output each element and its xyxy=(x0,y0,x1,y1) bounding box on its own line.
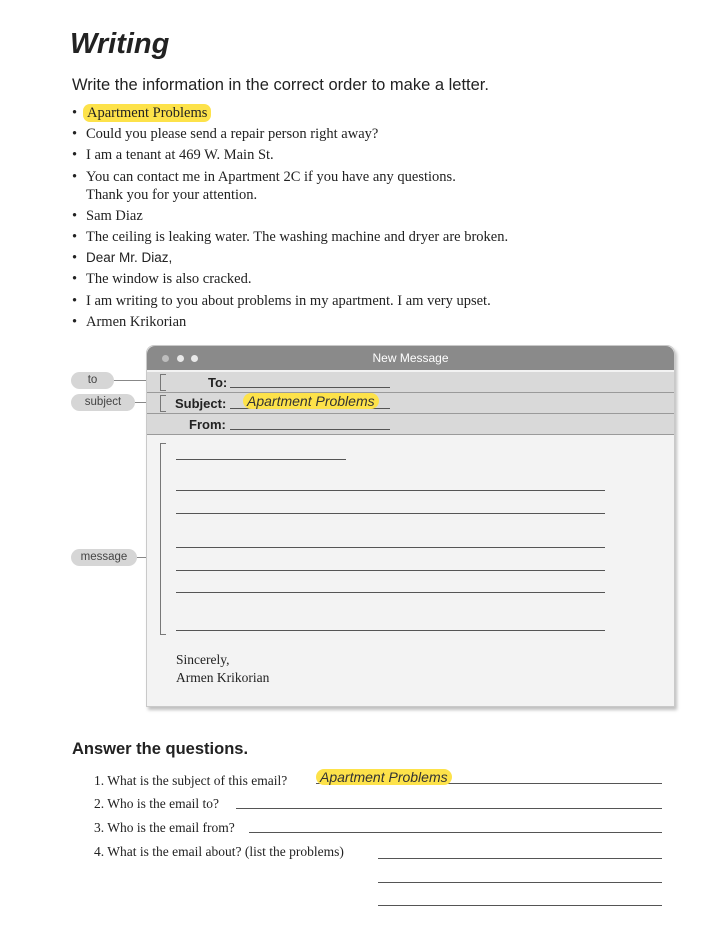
callout-to: to xyxy=(71,372,114,389)
answer-line-4[interactable] xyxy=(378,882,662,883)
question-1: 1. What is the subject of this email? xyxy=(94,773,288,788)
answer-line-2[interactable] xyxy=(236,808,662,809)
list-item-text: • I am writing to you about problems in my apartment. I am very upset. xyxy=(86,292,491,309)
question-3: 3. Who is the email from? xyxy=(94,820,235,835)
callout-message: message xyxy=(71,549,137,566)
list-item xyxy=(70,168,630,204)
list-item-text: Thank you for your attention. xyxy=(86,186,258,203)
list-item-text: • Dear Mr. Diaz, xyxy=(86,250,173,266)
list-item-text: • You can contact me in Apartment 2C if you have any questions. xyxy=(86,168,456,185)
answer-line-3[interactable] xyxy=(249,832,662,833)
list-item xyxy=(70,249,630,267)
list-item xyxy=(70,104,630,122)
message-line[interactable] xyxy=(176,570,605,571)
email-window-title: New Message xyxy=(372,351,449,365)
scrambled-letter-list xyxy=(70,104,630,334)
from-row xyxy=(147,414,674,435)
to-row xyxy=(147,372,674,393)
to-label: To: xyxy=(208,375,228,390)
answer-line-4[interactable] xyxy=(378,905,662,906)
list-item-text: • The ceiling is leaking water. The washing machine and dryer are broken. xyxy=(86,228,509,245)
callout-subject: subject xyxy=(71,394,135,411)
from-field[interactable] xyxy=(230,429,390,430)
instruction-text: Write the information in the correct order to make a letter. xyxy=(72,76,489,94)
list-item-text: • Armen Krikorian xyxy=(86,313,187,330)
questions-title: Answer the questions. xyxy=(72,740,249,758)
list-item xyxy=(70,270,630,288)
subject-value: Apartment Problems xyxy=(243,393,379,409)
list-item xyxy=(70,228,630,246)
list-item-text: • The window is also cracked. xyxy=(86,271,252,288)
question-4: 4. What is the email about? (list the problems) xyxy=(94,844,344,859)
answer-1-value: Apartment Problems xyxy=(316,769,452,785)
message-line[interactable] xyxy=(176,459,346,460)
signature-text: Armen Krikorian xyxy=(176,670,270,685)
to-bracket xyxy=(160,374,166,391)
list-item-text: • Sam Diaz xyxy=(86,207,143,224)
email-window xyxy=(146,345,675,707)
list-item-text: • Could you please send a repair person right away? xyxy=(86,126,379,143)
page-title: Writing xyxy=(70,28,170,60)
message-line[interactable] xyxy=(176,490,605,491)
email-closing xyxy=(176,651,269,687)
highlighted-item-text: Apartment Problems xyxy=(83,104,211,122)
message-line[interactable] xyxy=(176,630,605,631)
subject-bracket xyxy=(160,395,166,412)
message-bracket xyxy=(160,443,166,635)
list-item xyxy=(70,313,630,331)
message-line[interactable] xyxy=(176,547,605,548)
from-label: From: xyxy=(189,417,226,432)
list-item xyxy=(70,125,630,143)
subject-label: Subject: xyxy=(175,396,227,411)
email-titlebar xyxy=(147,346,674,370)
list-item-text: • I am a tenant at 469 W. Main St. xyxy=(86,147,274,164)
answer-line-4[interactable] xyxy=(378,858,662,859)
list-item xyxy=(70,207,630,225)
message-line[interactable] xyxy=(176,513,605,514)
to-field[interactable] xyxy=(230,387,390,388)
list-item xyxy=(70,146,630,164)
question-2: 2. Who is the email to? xyxy=(94,796,219,811)
subject-row xyxy=(147,393,674,414)
list-item xyxy=(70,292,630,310)
closing-text: Sincerely, xyxy=(176,652,230,667)
message-line[interactable] xyxy=(176,592,605,593)
